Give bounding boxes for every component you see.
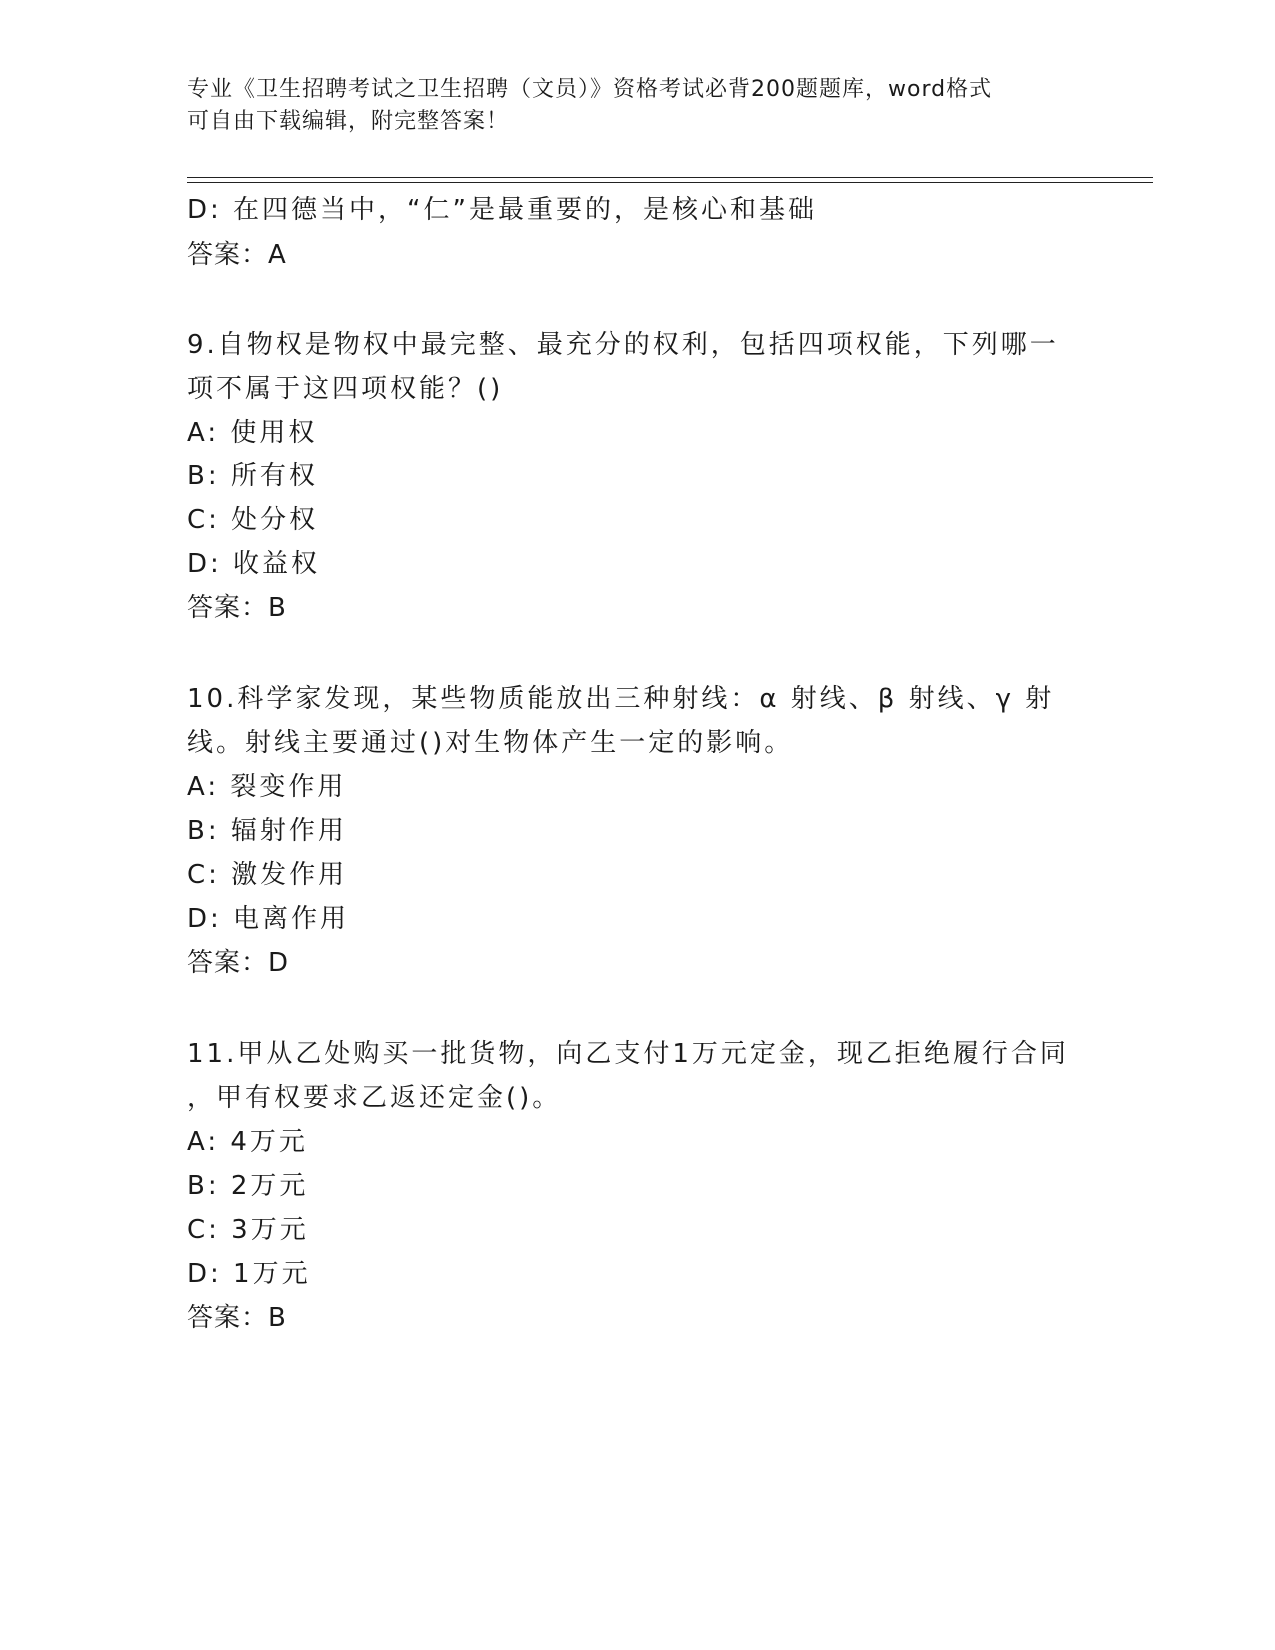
q10-answer: 答案：D: [187, 948, 290, 978]
q10-option-b: B: 辐射作用: [187, 816, 347, 846]
prev-answer: 答案：A: [187, 240, 287, 270]
q11-stem-line-2: ，甲有权要求乙返还定金()。: [187, 1083, 562, 1113]
prev-option-d: D: 在四德当中，“仁”是最重要的，是核心和基础: [187, 195, 817, 225]
q11-option-d: D: 1万元: [187, 1259, 311, 1289]
q11-option-a: A: 4万元: [187, 1127, 308, 1157]
q10-option-d: D: 电离作用: [187, 904, 350, 934]
header-divider-top: [187, 177, 1153, 178]
q9-answer: 答案：B: [187, 593, 287, 623]
q9-option-a: A: 使用权: [187, 418, 318, 448]
q9-option-b: B: 所有权: [187, 461, 318, 491]
q11-option-b: B: 2万元: [187, 1171, 309, 1201]
header-line-2: 可自由下载编辑，附完整答案！: [187, 109, 510, 134]
q9-stem-line-1: 9.自物权是物权中最完整、最充分的权利，包括四项权能，下列哪一: [187, 330, 1059, 360]
q10-stem-line-1: 10.科学家发现，某些物质能放出三种射线：α 射线、β 射线、γ 射: [187, 684, 1055, 714]
q9-option-c: C: 处分权: [187, 505, 319, 535]
q10-option-c: C: 激发作用: [187, 860, 348, 890]
header-divider-bottom: [187, 182, 1153, 183]
q11-option-c: C: 3万元: [187, 1215, 309, 1245]
q10-option-a: A: 裂变作用: [187, 772, 347, 802]
q11-stem-line-1: 11.甲从乙处购买一批货物，向乙支付1万元定金，现乙拒绝履行合同: [187, 1039, 1069, 1069]
q9-stem-line-2: 项不属于这四项权能？(): [187, 374, 504, 404]
document-header: [187, 74, 1067, 138]
q10-stem-line-2: 线。射线主要通过()对生物体产生一定的影响。: [187, 728, 794, 758]
header-line-1: 专业《卫生招聘考试之卫生招聘（文员）》资格考试必背200题题库，word格式: [187, 77, 993, 102]
q11-answer: 答案：B: [187, 1303, 287, 1333]
q9-option-d: D: 收益权: [187, 549, 321, 579]
